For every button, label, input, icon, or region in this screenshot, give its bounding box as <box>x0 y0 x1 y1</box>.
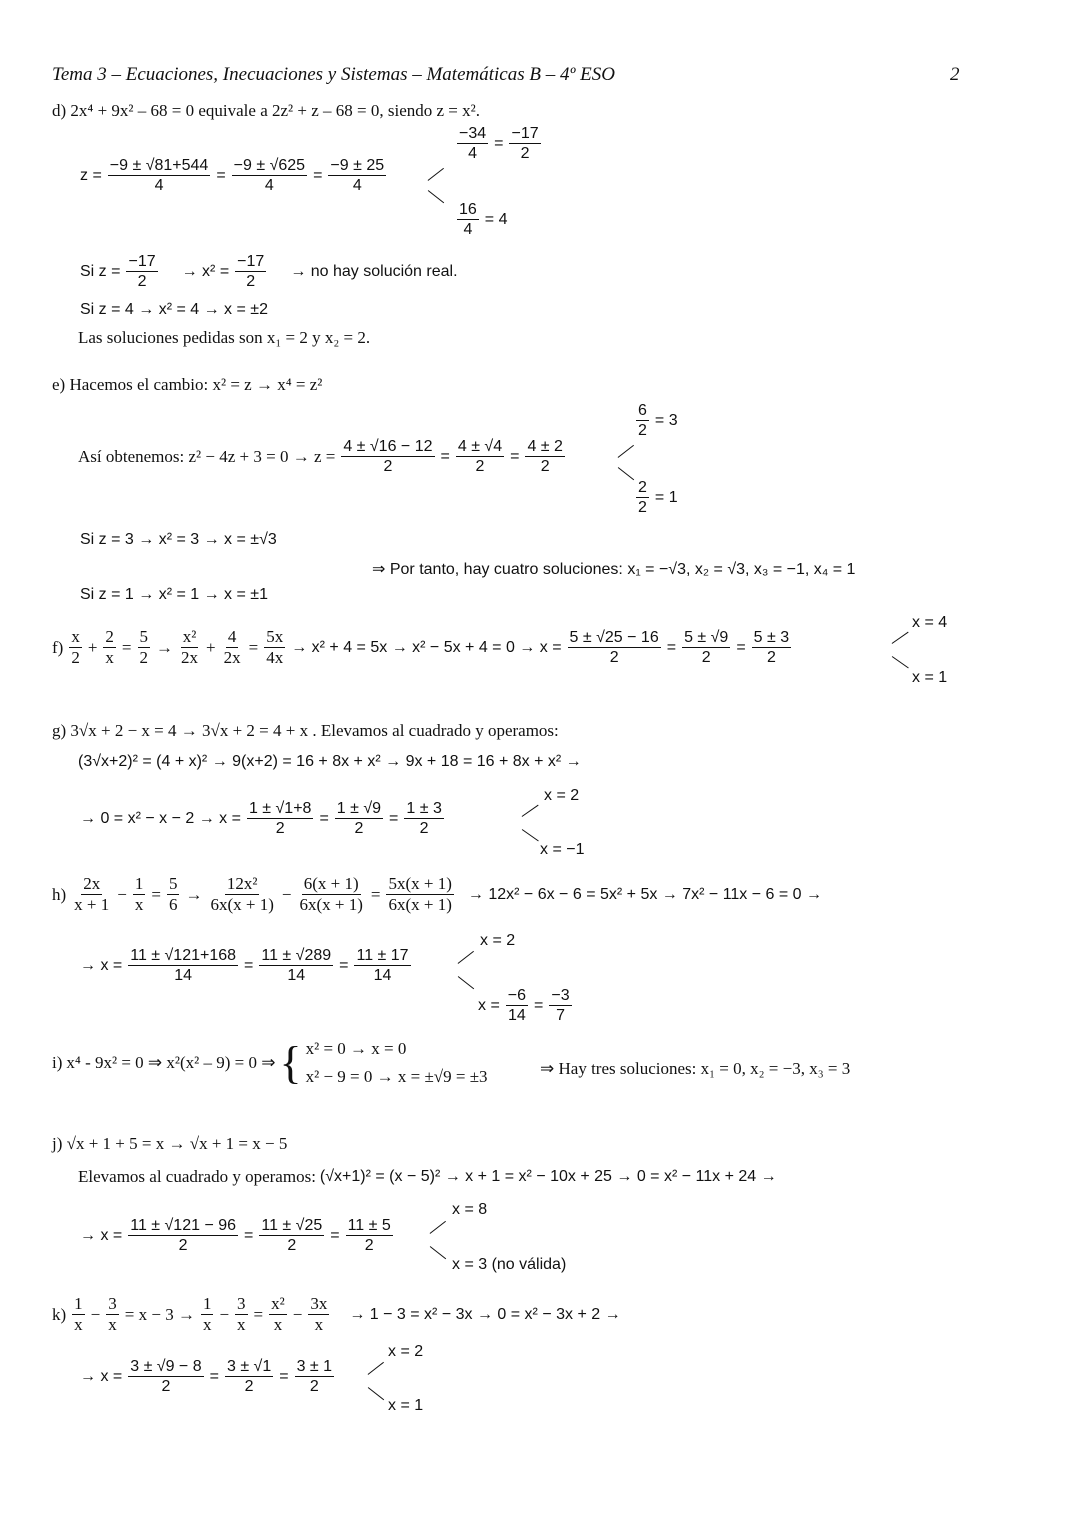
exercise-f-root-top: x = 4 <box>912 614 948 631</box>
branch-line <box>430 1246 447 1259</box>
branch-line <box>618 445 635 458</box>
exercise-d-case1: Si z = $\frac{-17}{2}$ → x² = $\frac{-17}{2}$ → no hay solución real. <box>80 253 458 291</box>
branch-line <box>618 467 635 480</box>
exercise-label: d) <box>52 101 67 120</box>
exercise-g-line1: g) 3√x + 2 − x = 4 → 3√x + 2 = 4 + x . Elevamos al cuadrado y operamos: <box>52 721 559 740</box>
exercise-e-intro: e) Hacemos el cambio: x² = z → x⁴ = z² <box>52 375 323 394</box>
exercise-i-conclusion: ⇒ Hay tres soluciones: x₁ = 0, x₂ = −3, x₃ = 3 <box>540 1059 851 1078</box>
branch-line <box>458 951 475 964</box>
formula-lhs: z = <box>80 166 102 184</box>
branch-line <box>522 829 539 842</box>
exercise-i-formula: i) x⁴ - 9x² = 0 ⇒ x²(x² – 9) = 0 ⇒ { x² = 0 → x = 0 x² − 9 = 0 → x = ±√9 = ±3 <box>52 1037 488 1088</box>
fraction: $\frac{-9 \pm √625}{4}$ <box>233 157 306 195</box>
page-header-title: Tema 3 – Ecuaciones, Inecuaciones y Sistemas – Matemáticas B – 4º ESO <box>52 64 615 85</box>
exercise-d-branch-bottom: $\frac{16}{4}$ = 4 <box>459 201 508 239</box>
exercise-g-line2: (3√x+2)² = (4 + x)² → 9(x+2) = 16 + 8x + x² → 9x + 18 = 16 + 8x + x² → <box>78 753 582 770</box>
case-2: x² − 9 = 0 → x = ±√9 = ±3 <box>305 1067 488 1086</box>
page-number: 2 <box>950 64 960 85</box>
exercise-h-formula: h) $\frac{2x}{x + 1}$ − $\frac{1}{x}$ = $\frac{5}{6}$ → $\frac{\text{12x²}}{6x(x + 1)}$ − $\frac{6(x + 1)}{6x(x + 1)}$ = $\frac{5x(x + 1)}{6x(x + 1)}$ → 12x² − 6x − 6 = 5x² + 5x → 7x² − 11x − 6 = 0 → <box>52 874 823 915</box>
exercise-e-case2: Si z = 1 → x² = 1 → x = ±1 <box>80 586 268 603</box>
exercise-h-root-top: x = 2 <box>480 932 516 949</box>
fraction: $\frac{-9 \pm 25}{4}$ <box>330 157 385 195</box>
exercise-f-root-bottom: x = 1 <box>912 669 948 686</box>
branch-line <box>522 805 539 818</box>
exercise-k-root-bottom: x = 1 <box>388 1397 424 1414</box>
exercise-d-case2: Si z = 4 → x² = 4 → x = ±2 <box>80 301 268 318</box>
exercise-h-solution: → x = $\frac{11 \pm √121+168}{14}$ = $\frac{11 \pm √289}{14}$ = $\frac{11 \pm 17}{14}$ <box>80 947 409 985</box>
exercise-g-formula: → 0 = x² − x − 2 → x = $\frac{1 \pm √1+8}{2}$ = $\frac{1 \pm √9}{2}$ = $\frac{1 \pm 3}{2}$ <box>80 800 442 838</box>
exercise-d-branch-top: $\frac{-34}{4}$ = $\frac{-17}{2}$ <box>459 125 539 163</box>
exercise-g-root-bottom: x = −1 <box>540 841 585 858</box>
exercise-h-root-bottom: x = $\frac{-6}{14}$ = $\frac{-3}{7}$ <box>478 987 570 1025</box>
branch-line <box>368 1362 385 1375</box>
exercise-e-case1: Si z = 3 → x² = 3 → x = ±√3 <box>80 531 277 548</box>
exercise-j-line2: Elevamos al cuadrado y operamos: (√x+1)² = (x − 5)² → x + 1 = x² − 10x + 25 → 0 = x² − 11x + 24 → <box>78 1167 777 1186</box>
exercise-g-root-top: x = 2 <box>544 787 580 804</box>
branch-line <box>458 976 475 989</box>
branch-line <box>428 190 445 203</box>
branch-line <box>892 656 909 669</box>
exercise-f-formula: f) $\frac{x}{2}$ + $\frac{2}{x}$ = $\frac{5}{2}$ → $\frac{\text{x²}}{2x}$ + $\frac{4}{2x}$ = $\frac{5x}{4x}$ → x² + 4 = 5x → x² − 5x + 4 = 0 → x = $\frac{5 \pm √25 - 16}{2}$ = $\frac{5 \pm √9}{2}$ = $\frac{5 \pm 3}{2}$ <box>52 627 790 668</box>
exercise-j-root-top: x = 8 <box>452 1201 488 1218</box>
branch-line <box>368 1387 385 1400</box>
case-1: x² = 0 → x = 0 <box>305 1039 407 1058</box>
exercise-k-root-top: x = 2 <box>388 1343 424 1360</box>
exercise-k-solution: → x = $\frac{3 \pm √9 - 8}{2}$ = $\frac{3 \pm √1}{2}$ = $\frac{3 \pm 1}{2}$ <box>80 1358 333 1396</box>
intro-text: 2x⁴ + 9x² – 68 = 0 equivale a 2z² + z – 68 = 0, siendo z = x². <box>70 101 480 120</box>
exercise-e-branch-top: $\frac{6}{2}$ = 3 <box>638 402 678 440</box>
branch-line <box>428 168 445 181</box>
fraction: $\frac{-9 \pm √81+544}{4}$ <box>109 157 209 195</box>
branch-line <box>892 632 909 645</box>
exercise-d-formula: z = $\frac{-9 \pm √81+544}{4}$ = $\frac{-9 \pm √625}{4}$ = $\frac{-9 \pm 25}{4}$ <box>80 157 385 195</box>
branch-line <box>430 1221 447 1234</box>
exercise-d-intro <box>52 101 480 121</box>
exercise-j-formula: → x = $\frac{11 \pm √121 - 96}{2}$ = $\frac{11 \pm √25}{2}$ = $\frac{11 \pm 5}{2}$ <box>80 1217 391 1255</box>
exercise-d-conclusion: Las soluciones pedidas son x₁ = 2 y x₂ = 2. <box>78 328 371 347</box>
exercise-e-branch-bottom: $\frac{2}{2}$ = 1 <box>638 479 678 517</box>
exercise-j-line1: j) √x + 1 + 5 = x → √x + 1 = x − 5 <box>52 1134 288 1153</box>
exercise-e-formula: Así obtenemos: z² − 4z + 3 = 0 → z = $\frac{4 \pm √16 - 12}{2}$ = $\frac{4 \pm √4}{2}$ = $\frac{4 \pm 2}{2}$ <box>78 438 563 476</box>
exercise-j-root-bottom: x = 3 (no válida) <box>452 1256 567 1273</box>
exercise-k-formula: k) $\frac{1}{x}$ − $\frac{3}{x}$ = x − 3 → $\frac{1}{x}$ − $\frac{3}{x}$ = $\frac{\text{x²}}{x}$ − $\frac{3x}{x}$ → 1 − 3 = x² − 3x → 0 = x² − 3x + 2 → <box>52 1294 621 1335</box>
exercise-e-conclusion: ⇒ Por tanto, hay cuatro soluciones: x₁ = −√3, x₂ = √3, x₃ = −1, x₄ = 1 <box>372 561 856 578</box>
